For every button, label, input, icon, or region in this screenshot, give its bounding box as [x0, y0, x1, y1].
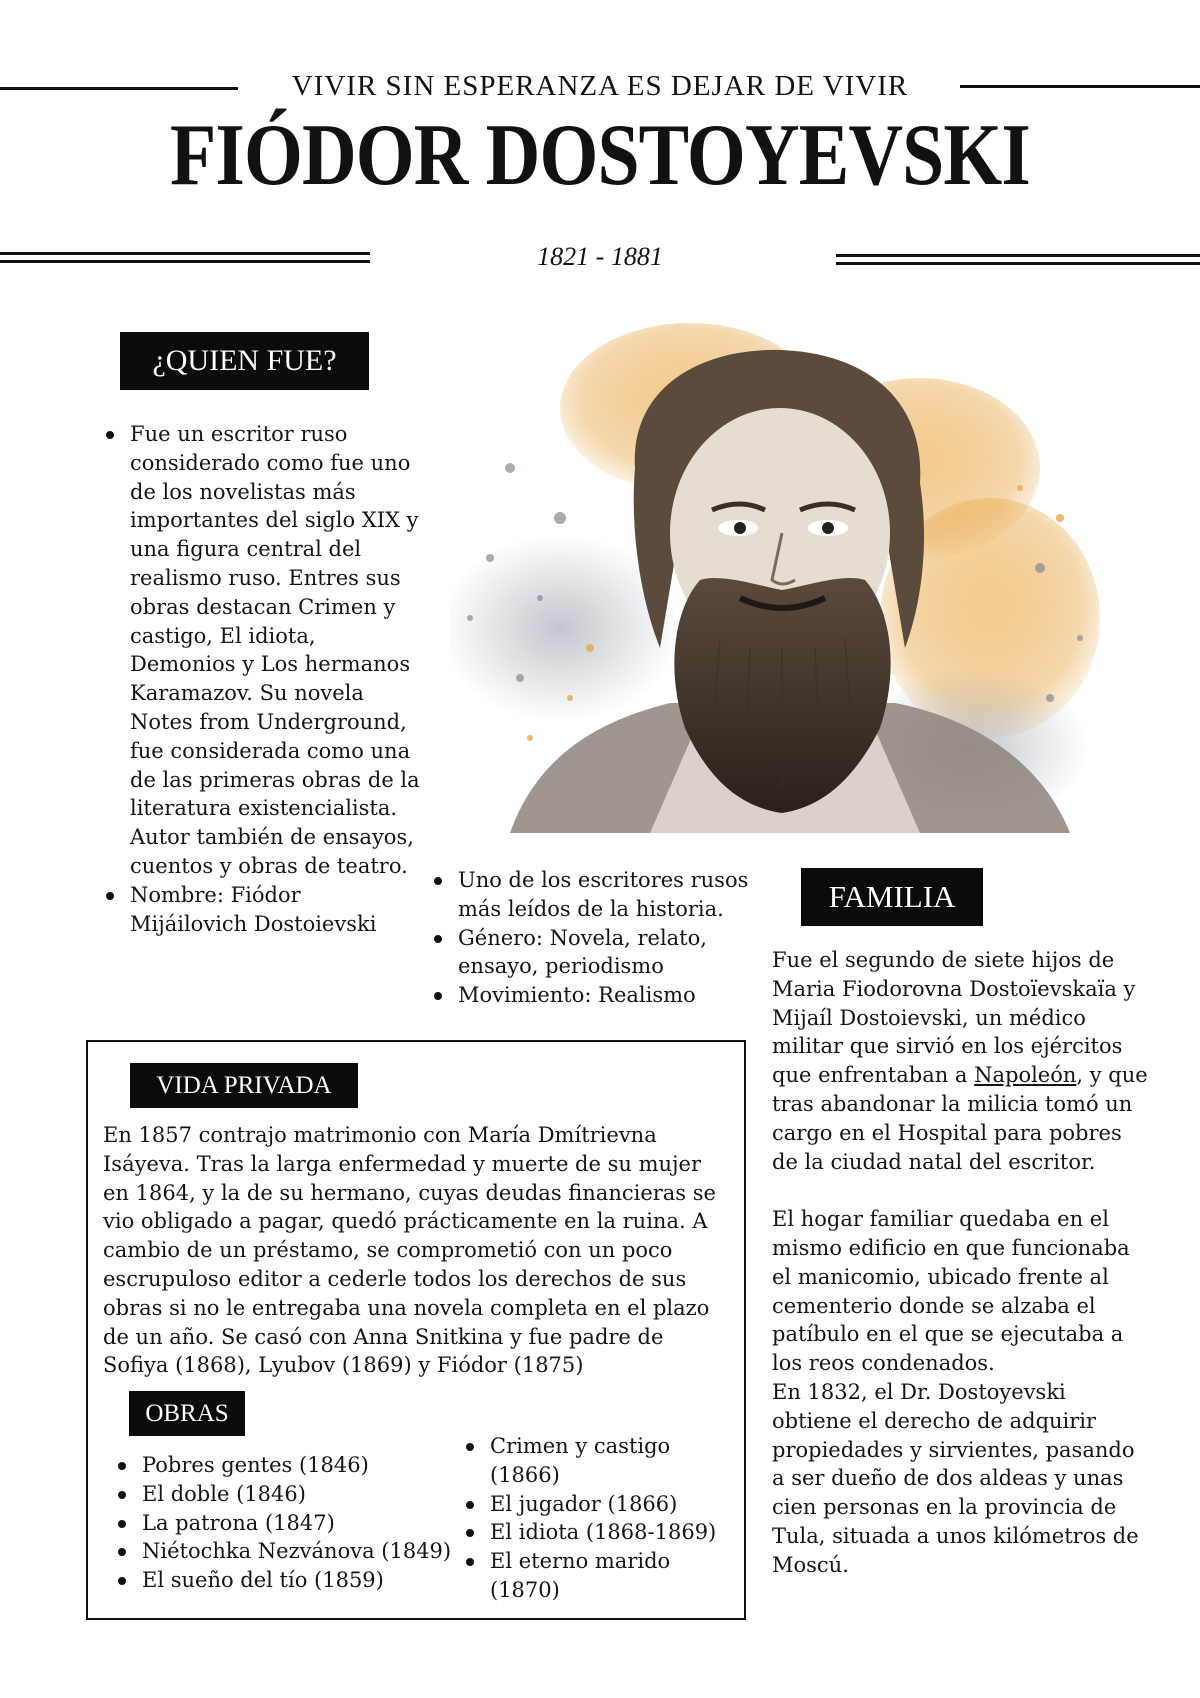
familia-paragraph-1 [772, 946, 1152, 1176]
list-item: Pobres gentes (1846) [112, 1451, 457, 1480]
quien-fue-list [100, 420, 420, 938]
familia-p1-end: , y que tras abandonar la milicia tomó un cargo en el Hospital para pobres de la ciudad natal del escritor. [772, 1063, 1148, 1174]
tagline: VIVIR SIN ESPERANZA ES DEJAR DE VIVIR [291, 70, 909, 102]
napoleon-link[interactable]: Napoleón [974, 1063, 1077, 1088]
section-heading-vida-privada: VIDA PRIVADA [130, 1063, 358, 1108]
section-heading-obras: OBRAS [129, 1391, 245, 1436]
list-item: Nombre: Fiódor Mijáilovich Dostoievski [100, 881, 420, 939]
page-title: FIÓDOR DOSTOYEVSKI [170, 107, 1030, 204]
list-item: El doble (1846) [112, 1480, 457, 1509]
quien-fue-list-2 [428, 866, 763, 1010]
familia-paragraph-2: El hogar familiar quedaba en el mismo edificio en que funcionaba el manicomio, ubicado frente al cementerio donde se alzaba el patíbulo en el que se ejecutaba a los reos condenados. [772, 1207, 1130, 1376]
list-item: El eterno marido (1870) [460, 1547, 730, 1605]
section-heading-familia: FAMILIA [801, 868, 983, 926]
obras-list-1 [112, 1451, 457, 1595]
vida-privada-text: En 1857 contrajo matrimonio con María Dmítrievna Isáyeva. Tras la larga enfermedad y muerte de su mujer en 1864, y la de su hermano, cuyas deudas financieras se vio obligado a pagar, quedó prácticamente en la ruina. A cambio de un préstamo, se comprometió con un poco escrupuloso editor a cederle todos los derechos de sus obras si no le entregaba una novela completa en el plazo de un año. Se casó con Anna Snitkina y fue padre de Sofiya (1868), Lyubov (1869) y Fiódor (1875) [103, 1123, 716, 1378]
list-item: Uno de los escritores rusos más leídos de la historia. [428, 866, 763, 924]
list-item: Fue un escritor ruso considerado como fue uno de los novelistas más importantes del siglo XIX y una figura central del realismo ruso. Entres sus obras destacan Crimen y castigo, El idiota, Demonios y Los hermanos Karamazov. Su novela Notes from Underground, fue considerada como una de las primeras obras de la literatura existencialista. Autor también de ensayos, cuentos y obras de teatro. [100, 420, 420, 881]
list-item: El sueño del tío (1859) [112, 1566, 457, 1595]
list-item: Género: Novela, relato, ensayo, periodismo [428, 924, 763, 982]
section-heading-quien-fue: ¿QUIEN FUE? [120, 332, 369, 390]
list-item: El idiota (1868-1869) [460, 1518, 730, 1547]
dostoevsky-portrait [450, 318, 1120, 833]
familia-p1-start: Fue el segundo de siete hijos de Maria Fiodorovna Dostoïevskaïa y Mijaíl Dostoievski, un médico militar que sirvió en los ejércitos que enfrentaban a [772, 948, 1136, 1088]
list-item: Movimiento: Realismo [428, 981, 763, 1010]
list-item: Crimen y castigo (1866) [460, 1432, 730, 1490]
familia-paragraph-3: En 1832, el Dr. Dostoyevski obtiene el derecho de adquirir propiedades y sirvientes, pasando a ser dueño de dos aldeas y unas cien personas en la provincia de Tula, situada a unos kilómetros de Moscú. [772, 1379, 1139, 1577]
familia-text [772, 946, 1152, 1580]
life-years: 1821 - 1881 [537, 242, 663, 271]
list-item: La patrona (1847) [112, 1509, 457, 1538]
list-item: El jugador (1866) [460, 1490, 730, 1519]
list-item: Niétochka Nezvánova (1849) [112, 1537, 457, 1566]
obras-list-2 [460, 1432, 730, 1605]
